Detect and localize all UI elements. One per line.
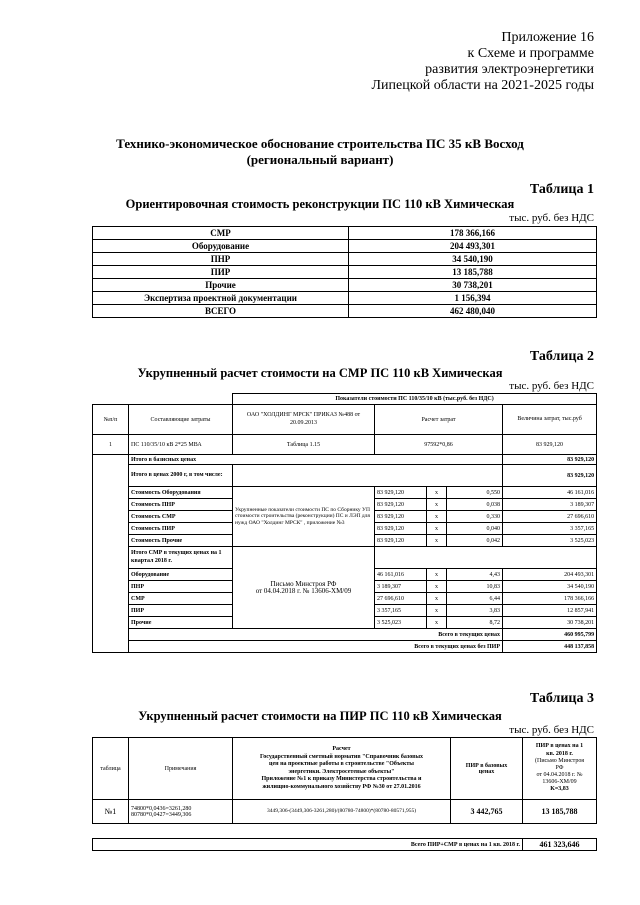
- t2-base-total-value: 83 929,120: [503, 455, 597, 465]
- t2-cost-value: 27 696,610: [503, 511, 597, 523]
- table1-value: 34 540,190: [349, 253, 597, 266]
- t2-total-current-value: 460 995,799: [503, 629, 597, 641]
- t2-current-value: 178 366,166: [503, 593, 597, 605]
- t2-num-col-span: [93, 455, 129, 653]
- appendix-line: Липецкой области на 2021-2025 годы: [371, 78, 594, 93]
- t2-cost-k: 0,330: [447, 511, 503, 523]
- t2-total-no-vat-label: Всего в текущих ценах без ПИР: [129, 641, 503, 653]
- t2-current-k: 6,44: [447, 593, 503, 605]
- t3-row-calc: 3449,306-(3449,306-3261,280)/(80780-74800)*(80780-80571,955): [233, 800, 451, 824]
- t3-cur-line: K=3,83: [550, 786, 569, 793]
- t3-note-header: Примечания: [129, 738, 233, 800]
- t2-cost-row: [93, 487, 597, 499]
- table3-unit: тыс. руб. без НДС: [509, 724, 594, 736]
- grand-total-value: 461 323,646: [523, 839, 597, 851]
- t2-total-2000-label: Итого в ценах 2000 г, в том числе:: [129, 465, 233, 487]
- t2-current-label: ПНР: [129, 581, 233, 593]
- t3-note-line: 74800*0,0436=3261,280: [131, 805, 192, 812]
- t2-empty: [233, 465, 503, 487]
- table1-label: СМР: [93, 227, 349, 240]
- t2-indicators-header: Показатели стоимости ПС 110/35/10 кВ (тыс.руб. без НДС): [233, 394, 597, 405]
- table2-caption: Укрупненный расчет стоимости на СМР ПС 110 кВ Химическая: [137, 366, 503, 380]
- t2-cost-value: 3 525,023: [503, 535, 597, 547]
- t2-cost-x: x: [427, 499, 447, 511]
- table1-label: Прочие: [93, 279, 349, 292]
- t3-cur-line: кв. 2018 г.: [546, 750, 573, 757]
- table1-row: [93, 240, 597, 253]
- table1-row: [93, 227, 597, 240]
- t2-cost-x: x: [427, 511, 447, 523]
- t2-cost-value: 46 161,016: [503, 487, 597, 499]
- t2-cost-k: 0,042: [447, 535, 503, 547]
- t3-row-current: 13 185,788: [523, 800, 597, 824]
- t2-cost-base: 83 929,120: [375, 499, 427, 511]
- t3-base-header: [451, 738, 523, 800]
- table1-value: 204 493,301: [349, 240, 597, 253]
- t2-current-k: 3,83: [447, 605, 503, 617]
- table1-caption: Ориентировочная стоимость реконструкции ПС 110 кВ Химическая: [125, 197, 515, 211]
- t2-cost-k: 0,550: [447, 487, 503, 499]
- t2-calc-header: Расчет затрат: [375, 405, 503, 435]
- t2-base-total-label: Итого в базисных ценах: [129, 455, 503, 465]
- t3-base-line: ценах: [478, 768, 495, 775]
- t2-source-header: ОАО "ХОЛДИНГ МРСК" ПРИКАЗ №488 от 20.09.2013: [233, 405, 375, 435]
- table1-value: 178 366,166: [349, 227, 597, 240]
- table1: [92, 226, 597, 318]
- table1-label: Экспертиза проектной документации: [93, 292, 349, 305]
- t3-calc-header: [233, 738, 451, 800]
- t3-note-line: 80780*0,0427=3449,306: [131, 811, 192, 818]
- table1-label: Оборудование: [93, 240, 349, 253]
- t2-cost-label: Стоимость СМР: [129, 511, 233, 523]
- table1-row: [93, 292, 597, 305]
- table2-unit: тыс. руб. без НДС: [509, 380, 594, 392]
- t3-table-header: таблица: [93, 738, 129, 800]
- table1-number: Таблица 1: [529, 182, 594, 197]
- t2-amount-header: Величина затрат, тыс.руб: [503, 405, 597, 435]
- t3-calc-line: Государственный сметный норматив "Справочник базовых: [259, 753, 424, 760]
- t2-total-no-vat-row: [93, 641, 597, 653]
- table1-value: 462 480,040: [349, 305, 597, 318]
- t2-current-label: Прочие: [129, 617, 233, 629]
- t2-total-current-label: Всего в текущих ценах: [129, 629, 503, 641]
- t3-row-base: 3 442,765: [451, 800, 523, 824]
- table1-row: [93, 266, 597, 279]
- t2-cost-base: 83 929,120: [375, 535, 427, 547]
- table1-label: ВСЕГО: [93, 305, 349, 318]
- t2-row-calc: 97592*0,86: [375, 435, 503, 455]
- table1-row: [93, 279, 597, 292]
- t2-row-amount: 83 929,120: [503, 435, 597, 455]
- t2-total-current-row: [93, 629, 597, 641]
- table3-number: Таблица 3: [529, 691, 594, 706]
- t2-current-base: 3 357,165: [375, 605, 427, 617]
- t2-current-label: СМР: [129, 593, 233, 605]
- table1-label: ПИР: [93, 266, 349, 279]
- appendix-line: к Схеме и программе: [467, 46, 594, 61]
- t2-current-k: 8,72: [447, 617, 503, 629]
- t2-current-k: 10,83: [447, 581, 503, 593]
- t3-calc-line: цен на проектные работы в строительстве "Объекты: [269, 761, 414, 767]
- t2-current-value: 12 857,941: [503, 605, 597, 617]
- t3-row-num: №1: [93, 800, 129, 824]
- t2-current-base: 3 525,023: [375, 617, 427, 629]
- t2-cost-base: 83 929,120: [375, 487, 427, 499]
- t2-empty: [375, 547, 597, 569]
- t3-calc-line: жилищно-коммунального хозяйству РФ №30 от 27.01.2016: [262, 783, 421, 790]
- table1-row: [93, 305, 597, 318]
- t2-cost-x: x: [427, 523, 447, 535]
- grand-total-label: Всего ПИР+СМР в ценах на 1 кв. 2018 г.: [93, 839, 523, 851]
- t2-current-value: 204 493,301: [503, 569, 597, 581]
- appendix-line: Приложение 16: [501, 30, 594, 45]
- table1-value: 1 156,394: [349, 292, 597, 305]
- table1-value: 30 738,201: [349, 279, 597, 292]
- table2: [92, 393, 597, 653]
- t2-blank: [93, 394, 233, 405]
- t2-cost-k: 0,038: [447, 499, 503, 511]
- t3-calc-line: Расчет: [332, 746, 351, 752]
- table2-number: Таблица 2: [529, 349, 594, 364]
- t2-current-value: 30 738,201: [503, 617, 597, 629]
- t2-current-base: 46 161,016: [375, 569, 427, 581]
- t3-base-line: ПИР в базовых: [465, 762, 508, 769]
- t2-costs-header: Составляющие затраты: [129, 405, 233, 435]
- table1-row: [93, 253, 597, 266]
- t2-row-num: 1: [93, 435, 129, 455]
- table1-label: ПНР: [93, 253, 349, 266]
- t2-cost-base: 83 929,120: [375, 511, 427, 523]
- t3-cur-line: (Письмо Минстроя: [535, 757, 584, 764]
- t2-cost-x: x: [427, 487, 447, 499]
- t3-cur-line: ПИР в ценах на 1: [535, 743, 584, 750]
- t3-cur-line: 13606-ХМ/09: [542, 779, 577, 786]
- t2-current-label: ПИР: [129, 605, 233, 617]
- document-title-line: Технико-экономическое обоснование строительства ПС 35 кВ Восход: [116, 136, 524, 151]
- appendix-header: [372, 30, 594, 94]
- t2-row-name: ПС 110/35/10 кВ 2*25 МВА: [129, 435, 233, 455]
- table3-grand-total: [92, 838, 597, 851]
- table3-caption: Укрупненный расчет стоимости на ПИР ПС 110 кВ Химическая: [138, 709, 502, 723]
- t2-cost-label: Стоимость Прочие: [129, 535, 233, 547]
- t2-current-x: x: [427, 581, 447, 593]
- t2-cost-label: Стоимость ПНР: [129, 499, 233, 511]
- t2-current-x: x: [427, 605, 447, 617]
- t2-current-base: 27 696,610: [375, 593, 427, 605]
- t2-current-x: x: [427, 593, 447, 605]
- t2-cost-value: 3 189,307: [503, 499, 597, 511]
- t3-calc-line: энергетики. Электросетевые объекты": [288, 768, 395, 775]
- document-title: [0, 136, 640, 168]
- t2-current-label: Оборудование: [129, 569, 233, 581]
- t2-pokaz-note: Укрупненные показатели стоимости ПС по Сборнику УП стоимости строительства (реконструкции) ПС и ЛЭП для нужд ОАО "Холдинг МРСК" , приложение №3: [233, 487, 375, 547]
- t2-letter-line: от 04.04.2018 г. № 13606-ХМ/09: [255, 586, 352, 595]
- t3-current-header: [523, 738, 597, 800]
- t2-current-k: 4,43: [447, 569, 503, 581]
- table3: [92, 737, 597, 824]
- document-title-subline: (региональный вариант): [246, 152, 394, 167]
- table1-unit: тыс. руб. без НДС: [509, 212, 594, 224]
- t2-cost-label: Стоимость Оборудования: [129, 487, 233, 499]
- t2-row-source: Таблица 1.15: [233, 435, 375, 455]
- t2-cost-base: 83 929,120: [375, 523, 427, 535]
- t2-current-base: 3 189,307: [375, 581, 427, 593]
- t2-current-header-row: [93, 547, 597, 569]
- t2-cost-label: Стоимость ПИР: [129, 523, 233, 535]
- t2-letter-line: Письмо Минстроя РФ: [270, 579, 337, 588]
- t2-cost-x: x: [427, 535, 447, 547]
- t2-total-no-vat-value: 448 137,858: [503, 641, 597, 653]
- t3-calc-line: Приложение №1 к приказу Министерства строительства и: [261, 776, 422, 782]
- t2-num-header: №п/п: [93, 405, 129, 435]
- t3-row-note: [129, 800, 233, 824]
- appendix-line: развития электроэнергетики: [425, 62, 594, 77]
- t2-current-header: Итого СМР в текущих ценах на 1 квартал 2018 г.: [129, 547, 233, 569]
- t2-current-x: x: [427, 569, 447, 581]
- t2-letter-note: [233, 547, 375, 629]
- t2-current-x: x: [427, 617, 447, 629]
- t2-total-2000-value: 83 929,120: [503, 465, 597, 487]
- t2-cost-value: 3 357,165: [503, 523, 597, 535]
- t2-cost-k: 0,040: [447, 523, 503, 535]
- t3-cur-line: от 04.04.2018 г. №: [536, 772, 583, 779]
- table1-value: 13 185,788: [349, 266, 597, 279]
- t2-current-value: 34 540,190: [503, 581, 597, 593]
- t3-cur-line: РФ: [555, 764, 564, 771]
